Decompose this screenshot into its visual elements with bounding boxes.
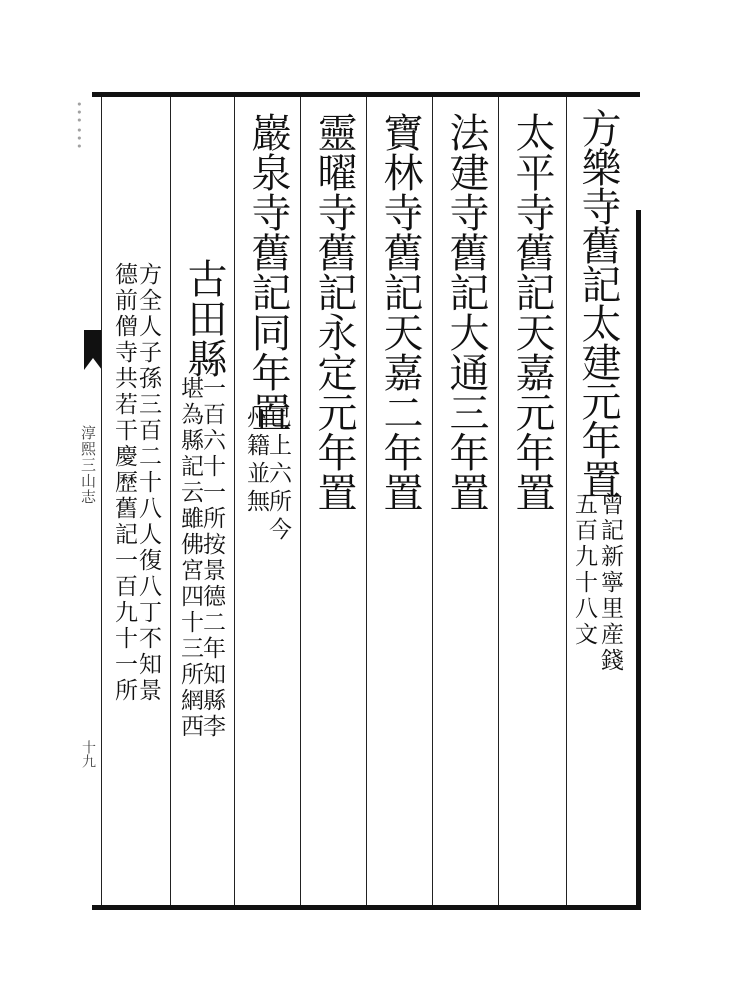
column-divider [366,97,367,905]
column-divider [170,97,171,905]
text-column-6-main: 巖泉寺舊記同年置 [245,112,291,432]
text-column-1-note-right: 曾記新寧里産錢 [597,492,623,674]
text-column-7-note-left: 堪為縣記云雖佛宮四十三所網西 [177,376,203,740]
bleed-through-text: …… [72,100,100,152]
text-column-6-note-left: 州籍並無 [243,405,269,517]
frame-bottom-rule [92,905,640,910]
column-divider [300,97,301,905]
column-divider [234,97,235,905]
column-divider [566,97,567,905]
text-column-7-note-right: 一百六十一所按景德二年知縣李 [199,376,225,740]
column-divider [101,97,102,905]
text-column-1-note-left: 五百九十八文 [571,492,597,648]
text-column-4-main: 寶林寺舊記天嘉二年置 [377,112,423,512]
column-divider [498,97,499,905]
text-column-1-main: 方樂寺舊記太建元年置 [575,108,621,498]
margin-folio-number: 十九 [80,740,96,768]
text-column-3-main: 法建寺舊記大通三年置 [443,112,489,512]
text-column-8-note-right: 方全人子孫三百二十八人復八丁不知景 [135,262,161,704]
frame-right-rule [636,210,641,910]
margin-book-title: 淳熙三山志 [79,425,97,505]
text-column-8-note-left: 德前僧寺共若干慶歷舊記一百九十一所 [111,262,137,704]
text-column-5-main: 靈曜寺舊記永定元年置 [311,112,357,512]
column-divider [432,97,433,905]
text-column-6-note-right: 已上六所今 [265,405,291,545]
text-column-7-heading: 古田縣 [181,258,227,378]
text-column-2-main: 太平寺舊記天嘉元年置 [509,112,555,512]
